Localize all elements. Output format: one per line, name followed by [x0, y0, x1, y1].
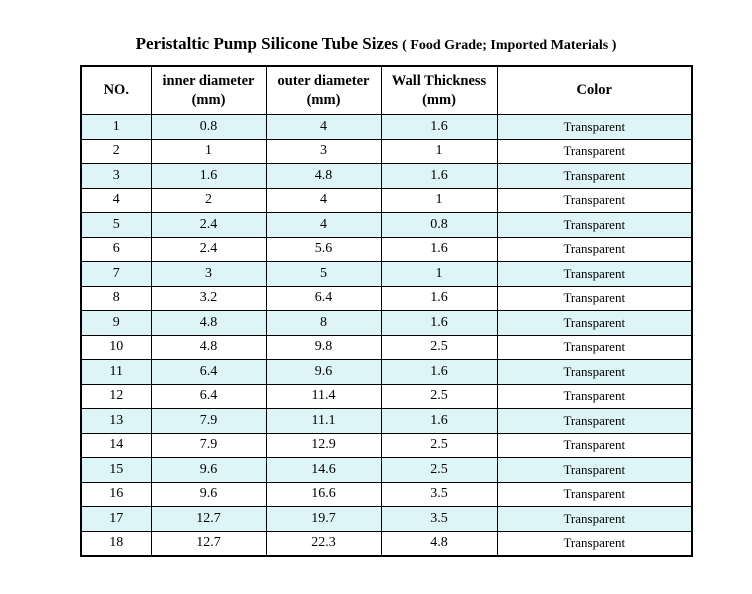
- header-no-label: NO.: [103, 82, 129, 98]
- cell-inner-diameter: 9.6: [151, 458, 266, 483]
- header-wall-thickness-label: Wall Thickness: [391, 72, 487, 89]
- cell-color: Transparent: [497, 433, 692, 458]
- table-row: [81, 164, 692, 189]
- table-row: [81, 360, 692, 385]
- cell-no: 10: [81, 335, 151, 360]
- cell-inner-diameter: 3.2: [151, 286, 266, 311]
- table-row: [81, 139, 692, 164]
- cell-color: Transparent: [497, 115, 692, 140]
- cell-outer-diameter: 6.4: [266, 286, 381, 311]
- cell-wall-thickness: 2.5: [381, 458, 497, 483]
- cell-no: 8: [81, 286, 151, 311]
- header-inner-diameter-label: inner diameter: [162, 72, 255, 89]
- cell-outer-diameter: 11.4: [266, 384, 381, 409]
- cell-inner-diameter: 12.7: [151, 507, 266, 532]
- table-row: [81, 507, 692, 532]
- cell-color: Transparent: [497, 507, 692, 532]
- cell-color: Transparent: [497, 360, 692, 385]
- cell-no: 13: [81, 409, 151, 434]
- cell-no: 14: [81, 433, 151, 458]
- cell-color: Transparent: [497, 531, 692, 556]
- table-row: [81, 262, 692, 287]
- header-inner-diameter-unit: (mm): [191, 91, 226, 108]
- cell-inner-diameter: 2: [151, 188, 266, 213]
- cell-outer-diameter: 3: [266, 139, 381, 164]
- cell-wall-thickness: 1.6: [381, 311, 497, 336]
- cell-color: Transparent: [497, 482, 692, 507]
- cell-outer-diameter: 4: [266, 115, 381, 140]
- cell-wall-thickness: 2.5: [381, 335, 497, 360]
- cell-wall-thickness: 1.6: [381, 237, 497, 262]
- header-no: [81, 66, 151, 115]
- cell-inner-diameter: 9.6: [151, 482, 266, 507]
- cell-outer-diameter: 12.9: [266, 433, 381, 458]
- cell-color: Transparent: [497, 409, 692, 434]
- cell-no: 3: [81, 164, 151, 189]
- table-row: [81, 213, 692, 238]
- cell-wall-thickness: 2.5: [381, 384, 497, 409]
- cell-color: Transparent: [497, 384, 692, 409]
- cell-no: 1: [81, 115, 151, 140]
- cell-wall-thickness: 1: [381, 188, 497, 213]
- cell-outer-diameter: 9.8: [266, 335, 381, 360]
- cell-inner-diameter: 1: [151, 139, 266, 164]
- table-row: [81, 237, 692, 262]
- cell-wall-thickness: 2.5: [381, 433, 497, 458]
- table-row: [81, 286, 692, 311]
- header-wall-thickness: [381, 66, 497, 115]
- cell-wall-thickness: 4.8: [381, 531, 497, 556]
- document-title: [0, 33, 752, 57]
- cell-no: 4: [81, 188, 151, 213]
- cell-outer-diameter: 14.6: [266, 458, 381, 483]
- cell-outer-diameter: 5: [266, 262, 381, 287]
- table-row: [81, 458, 692, 483]
- cell-color: Transparent: [497, 286, 692, 311]
- table-row: [81, 335, 692, 360]
- table-row: [81, 311, 692, 336]
- cell-wall-thickness: 1: [381, 262, 497, 287]
- title-main: Peristaltic Pump Silicone Tube Sizes: [135, 34, 399, 53]
- header-outer-diameter-unit: (mm): [306, 91, 341, 108]
- cell-outer-diameter: 19.7: [266, 507, 381, 532]
- cell-color: Transparent: [497, 262, 692, 287]
- cell-inner-diameter: 2.4: [151, 237, 266, 262]
- cell-color: Transparent: [497, 458, 692, 483]
- table-row: [81, 188, 692, 213]
- cell-wall-thickness: 1.6: [381, 360, 497, 385]
- cell-color: Transparent: [497, 311, 692, 336]
- cell-wall-thickness: 1.6: [381, 115, 497, 140]
- cell-no: 16: [81, 482, 151, 507]
- cell-outer-diameter: 4: [266, 213, 381, 238]
- cell-no: 12: [81, 384, 151, 409]
- cell-outer-diameter: 9.6: [266, 360, 381, 385]
- cell-no: 18: [81, 531, 151, 556]
- cell-color: Transparent: [497, 164, 692, 189]
- cell-outer-diameter: 8: [266, 311, 381, 336]
- title-subtitle: ( Food Grade; Imported Materials ): [402, 38, 617, 53]
- cell-inner-diameter: 3: [151, 262, 266, 287]
- cell-outer-diameter: 22.3: [266, 531, 381, 556]
- cell-inner-diameter: 1.6: [151, 164, 266, 189]
- cell-no: 2: [81, 139, 151, 164]
- cell-no: 17: [81, 507, 151, 532]
- table-row: [81, 115, 692, 140]
- cell-wall-thickness: 1: [381, 139, 497, 164]
- cell-outer-diameter: 16.6: [266, 482, 381, 507]
- cell-color: Transparent: [497, 237, 692, 262]
- header-color: [497, 66, 692, 115]
- header-wall-thickness-unit: (mm): [422, 91, 456, 108]
- cell-inner-diameter: 12.7: [151, 531, 266, 556]
- cell-outer-diameter: 4.8: [266, 164, 381, 189]
- cell-color: Transparent: [497, 188, 692, 213]
- table-row: [81, 531, 692, 556]
- cell-inner-diameter: 6.4: [151, 360, 266, 385]
- table-row: [81, 433, 692, 458]
- header-color-label: Color: [576, 82, 612, 98]
- cell-inner-diameter: 7.9: [151, 433, 266, 458]
- cell-wall-thickness: 1.6: [381, 286, 497, 311]
- tube-size-table: [80, 65, 693, 557]
- cell-no: 5: [81, 213, 151, 238]
- cell-wall-thickness: 3.5: [381, 482, 497, 507]
- cell-color: Transparent: [497, 213, 692, 238]
- table-row: [81, 482, 692, 507]
- cell-color: Transparent: [497, 335, 692, 360]
- table-row: [81, 409, 692, 434]
- cell-inner-diameter: 6.4: [151, 384, 266, 409]
- cell-color: Transparent: [497, 139, 692, 164]
- cell-outer-diameter: 5.6: [266, 237, 381, 262]
- cell-wall-thickness: 1.6: [381, 164, 497, 189]
- cell-no: 9: [81, 311, 151, 336]
- cell-inner-diameter: 2.4: [151, 213, 266, 238]
- cell-no: 11: [81, 360, 151, 385]
- table-header-row: [81, 66, 692, 115]
- header-inner-diameter: [151, 66, 266, 115]
- table-row: [81, 384, 692, 409]
- header-outer-diameter: [266, 66, 381, 115]
- table-body: [81, 115, 692, 557]
- cell-inner-diameter: 0.8: [151, 115, 266, 140]
- cell-wall-thickness: 3.5: [381, 507, 497, 532]
- cell-inner-diameter: 7.9: [151, 409, 266, 434]
- cell-no: 15: [81, 458, 151, 483]
- cell-outer-diameter: 11.1: [266, 409, 381, 434]
- cell-no: 7: [81, 262, 151, 287]
- cell-outer-diameter: 4: [266, 188, 381, 213]
- cell-inner-diameter: 4.8: [151, 335, 266, 360]
- cell-inner-diameter: 4.8: [151, 311, 266, 336]
- header-outer-diameter-label: outer diameter: [277, 72, 370, 89]
- cell-wall-thickness: 1.6: [381, 409, 497, 434]
- cell-wall-thickness: 0.8: [381, 213, 497, 238]
- cell-no: 6: [81, 237, 151, 262]
